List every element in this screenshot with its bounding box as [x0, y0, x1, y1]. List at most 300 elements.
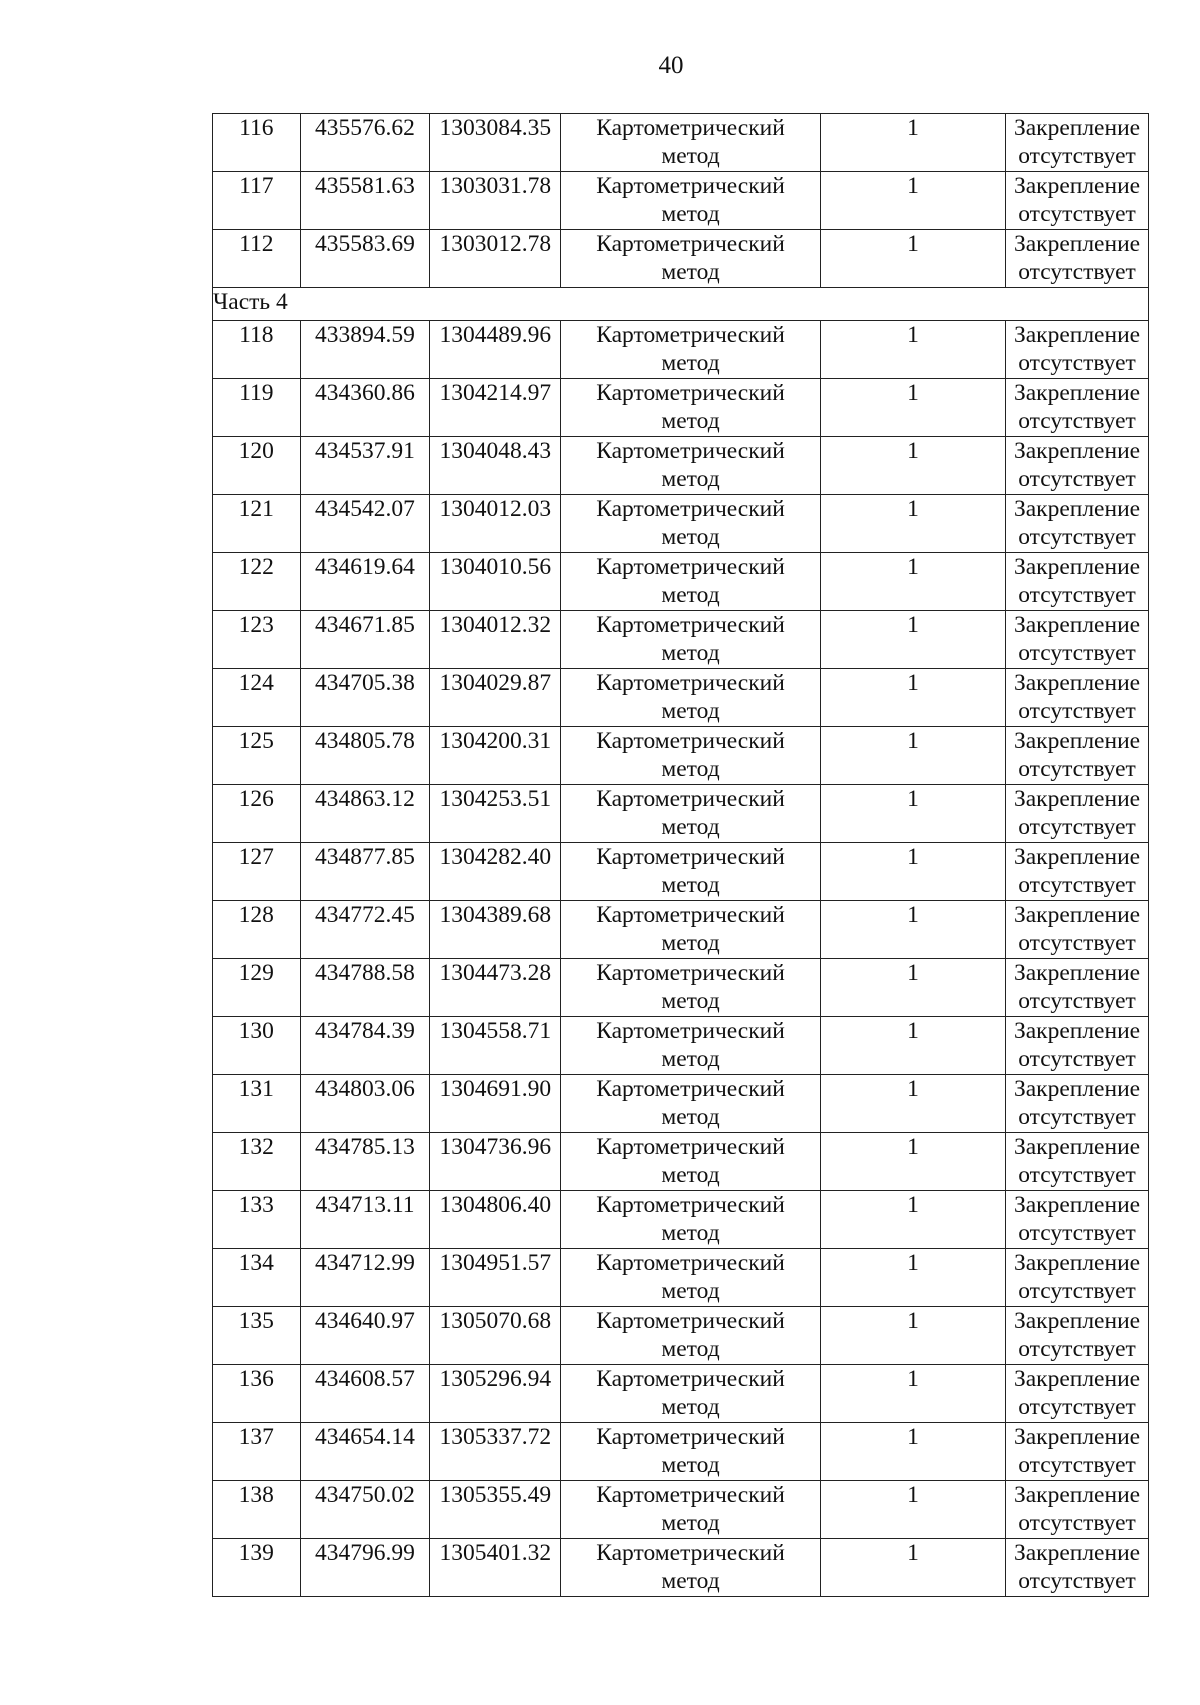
- accuracy-cell-text: 1: [907, 380, 919, 406]
- accuracy-cell: [820, 959, 1005, 1017]
- table-row: [213, 901, 1149, 959]
- method-cell-text: метод: [661, 143, 720, 169]
- point-number-cell: [213, 172, 301, 230]
- method-cell-text: Картометрический: [596, 496, 785, 522]
- table-row: [213, 114, 1149, 172]
- method-cell-text: метод: [661, 756, 720, 782]
- x-coordinate-cell: [300, 1249, 430, 1307]
- fixing-cell-text: Закрепление: [1013, 1540, 1141, 1566]
- accuracy-cell-text: 1: [907, 1424, 919, 1450]
- x-coordinate-cell: [300, 785, 430, 843]
- accuracy-cell: [820, 843, 1005, 901]
- y-coordinate-cell: [430, 172, 561, 230]
- accuracy-cell: [820, 553, 1005, 611]
- x-coordinate-cell-text: 434537.91: [315, 438, 415, 464]
- x-coordinate-cell: [300, 1133, 430, 1191]
- point-number-cell: [213, 1017, 301, 1075]
- method-cell-text: метод: [661, 524, 720, 550]
- fixing-cell-text: отсутствует: [1018, 640, 1136, 666]
- method-cell-text: Картометрический: [596, 1192, 785, 1218]
- fixing-cell-text: Закрепление: [1013, 1482, 1141, 1508]
- method-cell-text: метод: [661, 1220, 720, 1246]
- fixing-cell-text: отсутствует: [1018, 1278, 1136, 1304]
- fixing-cell-text: Закрепление: [1013, 728, 1141, 754]
- x-coordinate-cell-text: 434712.99: [315, 1250, 415, 1276]
- fixing-cell-text: отсутствует: [1018, 814, 1136, 840]
- fixing-cell-text: Закрепление: [1013, 1424, 1141, 1450]
- accuracy-cell: [820, 785, 1005, 843]
- method-cell-text: метод: [661, 930, 720, 956]
- point-number-cell-text: 126: [238, 786, 274, 812]
- x-coordinate-cell: [300, 1017, 430, 1075]
- method-cell-text: метод: [661, 408, 720, 434]
- fixing-cell-text: отсутствует: [1018, 1162, 1136, 1188]
- x-coordinate-cell: [300, 230, 430, 288]
- part-row-group: [213, 288, 1149, 321]
- accuracy-cell-text: 1: [907, 844, 919, 870]
- y-coordinate-cell-text: 1305337.72: [439, 1424, 552, 1450]
- fixing-cell: [1006, 611, 1149, 669]
- fixing-cell: [1006, 1133, 1149, 1191]
- fixing-cell-text: отсутствует: [1018, 408, 1136, 434]
- point-number-cell: [213, 1249, 301, 1307]
- fixing-cell-text: отсутствует: [1018, 466, 1136, 492]
- y-coordinate-cell: [430, 1481, 561, 1539]
- method-cell-text: метод: [661, 466, 720, 492]
- fixing-cell-text: Закрепление: [1013, 231, 1141, 257]
- fixing-cell: [1006, 785, 1149, 843]
- x-coordinate-cell: [300, 959, 430, 1017]
- method-cell: [561, 172, 821, 230]
- table-row: [213, 230, 1149, 288]
- method-cell: [561, 669, 821, 727]
- method-cell-text: Картометрический: [596, 380, 785, 406]
- point-number-cell: [213, 785, 301, 843]
- x-coordinate-cell-text: 434877.85: [315, 844, 415, 870]
- method-cell-text: метод: [661, 1278, 720, 1304]
- fixing-cell: [1006, 1017, 1149, 1075]
- table-row: [213, 321, 1149, 379]
- method-cell-text: Картометрический: [596, 438, 785, 464]
- accuracy-cell-text: 1: [907, 960, 919, 986]
- x-coordinate-cell: [300, 495, 430, 553]
- accuracy-cell-text: 1: [907, 1018, 919, 1044]
- fixing-cell-text: отсутствует: [1018, 1336, 1136, 1362]
- point-number-cell: [213, 230, 301, 288]
- fixing-cell: [1006, 1365, 1149, 1423]
- point-number-cell-text: 130: [238, 1018, 274, 1044]
- point-number-cell: [213, 1307, 301, 1365]
- point-number-cell: [213, 1075, 301, 1133]
- accuracy-cell-text: 1: [907, 1540, 919, 1566]
- point-number-cell: [213, 1423, 301, 1481]
- accuracy-cell-text: 1: [907, 1076, 919, 1102]
- accuracy-cell-text: 1: [907, 554, 919, 580]
- fixing-cell-text: Закрепление: [1013, 496, 1141, 522]
- x-coordinate-cell: [300, 1423, 430, 1481]
- method-cell-text: Картометрический: [596, 844, 785, 870]
- x-coordinate-cell: [300, 727, 430, 785]
- accuracy-cell: [820, 727, 1005, 785]
- fixing-cell-text: Закрепление: [1013, 670, 1141, 696]
- x-coordinate-cell: [300, 611, 430, 669]
- y-coordinate-cell: [430, 1191, 561, 1249]
- fixing-cell: [1006, 495, 1149, 553]
- y-coordinate-cell-text: 1304012.03: [439, 496, 552, 522]
- x-coordinate-cell-text: 434750.02: [315, 1482, 415, 1508]
- table-row: [213, 727, 1149, 785]
- fixing-cell: [1006, 321, 1149, 379]
- method-cell: [561, 1075, 821, 1133]
- y-coordinate-cell-text: 1304012.32: [439, 612, 552, 638]
- table-row: [213, 959, 1149, 1017]
- point-number-cell: [213, 843, 301, 901]
- table-row: [213, 437, 1149, 495]
- method-cell-text: Картометрический: [596, 1482, 785, 1508]
- method-cell-text: метод: [661, 1452, 720, 1478]
- fixing-cell-text: Закрепление: [1013, 1018, 1141, 1044]
- page-number: 40: [658, 52, 684, 79]
- y-coordinate-cell: [430, 437, 561, 495]
- point-number-cell-text: 120: [238, 438, 274, 464]
- method-cell: [561, 495, 821, 553]
- fixing-cell-text: отсутствует: [1018, 350, 1136, 376]
- method-cell-text: метод: [661, 1104, 720, 1130]
- point-number-cell-text: 121: [238, 496, 274, 522]
- x-coordinate-cell-text: 434785.13: [315, 1134, 415, 1160]
- point-number-cell-text: 119: [239, 380, 274, 406]
- fixing-cell-text: отсутствует: [1018, 756, 1136, 782]
- method-cell: [561, 843, 821, 901]
- x-coordinate-cell: [300, 901, 430, 959]
- method-cell: [561, 901, 821, 959]
- method-cell-text: Картометрический: [596, 1308, 785, 1334]
- table-row: [213, 379, 1149, 437]
- accuracy-cell: [820, 1017, 1005, 1075]
- fixing-cell: [1006, 669, 1149, 727]
- method-cell: [561, 1133, 821, 1191]
- point-number-cell: [213, 437, 301, 495]
- accuracy-cell-text: 1: [907, 231, 919, 257]
- y-coordinate-cell-text: 1304010.56: [439, 554, 552, 580]
- x-coordinate-cell-text: 434640.97: [315, 1308, 415, 1334]
- y-coordinate-cell-text: 1303031.78: [439, 173, 552, 199]
- x-coordinate-cell-text: 434705.38: [315, 670, 415, 696]
- y-coordinate-cell-text: 1304558.71: [439, 1018, 552, 1044]
- x-coordinate-cell: [300, 1481, 430, 1539]
- y-coordinate-cell-text: 1304200.31: [439, 728, 552, 754]
- y-coordinate-cell: [430, 1423, 561, 1481]
- x-coordinate-cell-text: 434805.78: [315, 728, 415, 754]
- y-coordinate-cell: [430, 321, 561, 379]
- y-coordinate-cell-text: 1304806.40: [439, 1192, 552, 1218]
- accuracy-cell: [820, 114, 1005, 172]
- accuracy-cell-text: 1: [907, 322, 919, 348]
- x-coordinate-cell-text: 434360.86: [315, 380, 415, 406]
- method-cell: [561, 437, 821, 495]
- table-row: [213, 1539, 1149, 1597]
- fixing-cell: [1006, 727, 1149, 785]
- point-number-cell-text: 127: [238, 844, 274, 870]
- y-coordinate-cell-text: 1304951.57: [439, 1250, 552, 1276]
- table-row: [213, 1133, 1149, 1191]
- accuracy-cell: [820, 1075, 1005, 1133]
- x-coordinate-cell: [300, 553, 430, 611]
- accuracy-cell: [820, 379, 1005, 437]
- fixing-cell-text: отсутствует: [1018, 143, 1136, 169]
- accuracy-cell: [820, 1133, 1005, 1191]
- method-cell: [561, 1017, 821, 1075]
- point-number-cell: [213, 959, 301, 1017]
- accuracy-cell: [820, 321, 1005, 379]
- y-coordinate-cell-text: 1305401.32: [439, 1540, 552, 1566]
- method-cell-text: Картометрический: [596, 960, 785, 986]
- x-coordinate-cell-text: 434671.85: [315, 612, 415, 638]
- fixing-cell-text: Закрепление: [1013, 173, 1141, 199]
- method-cell-text: Картометрический: [596, 231, 785, 257]
- fixing-cell-text: Закрепление: [1013, 1366, 1141, 1392]
- fixing-cell-text: Закрепление: [1013, 438, 1141, 464]
- y-coordinate-cell: [430, 1539, 561, 1597]
- x-coordinate-cell: [300, 1191, 430, 1249]
- method-cell-text: метод: [661, 1162, 720, 1188]
- y-coordinate-cell-text: 1304282.40: [439, 844, 552, 870]
- point-number-cell-text: 131: [238, 1076, 274, 1102]
- fixing-cell-text: отсутствует: [1018, 1452, 1136, 1478]
- fixing-cell-text: отсутствует: [1018, 988, 1136, 1014]
- y-coordinate-cell: [430, 959, 561, 1017]
- method-cell-text: Картометрический: [596, 1018, 785, 1044]
- method-cell: [561, 727, 821, 785]
- x-coordinate-cell-text: 433894.59: [315, 322, 415, 348]
- method-cell-text: метод: [661, 1510, 720, 1536]
- table-row: [213, 611, 1149, 669]
- point-number-cell-text: 134: [238, 1250, 274, 1276]
- point-number-cell-text: 136: [238, 1366, 274, 1392]
- table-row: [213, 1075, 1149, 1133]
- x-coordinate-cell-text: 434654.14: [315, 1424, 415, 1450]
- fixing-cell: [1006, 172, 1149, 230]
- y-coordinate-cell-text: 1304691.90: [439, 1076, 552, 1102]
- x-coordinate-cell: [300, 1365, 430, 1423]
- accuracy-cell: [820, 1539, 1005, 1597]
- y-coordinate-cell-text: 1304048.43: [439, 438, 552, 464]
- y-coordinate-cell: [430, 785, 561, 843]
- accuracy-cell: [820, 1481, 1005, 1539]
- y-coordinate-cell: [430, 553, 561, 611]
- fixing-cell-text: Закрепление: [1013, 902, 1141, 928]
- accuracy-cell-text: 1: [907, 670, 919, 696]
- point-number-cell: [213, 1539, 301, 1597]
- x-coordinate-cell: [300, 114, 430, 172]
- method-cell: [561, 785, 821, 843]
- fixing-cell-text: Закрепление: [1013, 322, 1141, 348]
- fixing-cell-text: отсутствует: [1018, 872, 1136, 898]
- accuracy-cell: [820, 1423, 1005, 1481]
- fixing-cell-text: Закрепление: [1013, 380, 1141, 406]
- x-coordinate-cell: [300, 1075, 430, 1133]
- fixing-cell-text: отсутствует: [1018, 1046, 1136, 1072]
- y-coordinate-cell-text: 1303084.35: [439, 115, 552, 141]
- fixing-cell-text: отсутствует: [1018, 930, 1136, 956]
- fixing-cell-text: отсутствует: [1018, 259, 1136, 285]
- y-coordinate-cell: [430, 1249, 561, 1307]
- accuracy-cell-text: 1: [907, 496, 919, 522]
- table-row: [213, 553, 1149, 611]
- method-cell-text: Картометрический: [596, 554, 785, 580]
- fixing-cell-text: Закрепление: [1013, 960, 1141, 986]
- point-number-cell: [213, 727, 301, 785]
- method-cell-text: метод: [661, 988, 720, 1014]
- accuracy-cell: [820, 901, 1005, 959]
- y-coordinate-cell-text: 1304253.51: [439, 786, 552, 812]
- point-number-cell: [213, 1365, 301, 1423]
- point-number-cell: [213, 611, 301, 669]
- x-coordinate-cell: [300, 379, 430, 437]
- fixing-cell: [1006, 1075, 1149, 1133]
- fixing-cell: [1006, 1307, 1149, 1365]
- accuracy-cell-text: 1: [907, 115, 919, 141]
- table-body-after: [213, 321, 1149, 1597]
- x-coordinate-cell-text: 434542.07: [315, 496, 415, 522]
- part-label: Часть 4: [213, 288, 1149, 321]
- fixing-cell-text: отсутствует: [1018, 1568, 1136, 1594]
- fixing-cell: [1006, 959, 1149, 1017]
- method-cell-text: метод: [661, 1336, 720, 1362]
- x-coordinate-cell-text: 435581.63: [315, 173, 415, 199]
- y-coordinate-cell-text: 1304473.28: [439, 960, 552, 986]
- y-coordinate-cell-text: 1304029.87: [439, 670, 552, 696]
- accuracy-cell: [820, 230, 1005, 288]
- point-number-cell-text: 112: [239, 231, 274, 257]
- fixing-cell-text: отсутствует: [1018, 524, 1136, 550]
- point-number-cell-text: 133: [238, 1192, 274, 1218]
- y-coordinate-cell: [430, 114, 561, 172]
- method-cell-text: Картометрический: [596, 1076, 785, 1102]
- table-row: [213, 1423, 1149, 1481]
- method-cell-text: Картометрический: [596, 786, 785, 812]
- point-number-cell: [213, 553, 301, 611]
- accuracy-cell-text: 1: [907, 173, 919, 199]
- table-row: [213, 495, 1149, 553]
- method-cell-text: Картометрический: [596, 612, 785, 638]
- method-cell: [561, 1191, 821, 1249]
- x-coordinate-cell-text: 434796.99: [315, 1540, 415, 1566]
- x-coordinate-cell: [300, 843, 430, 901]
- table-row: [213, 1017, 1149, 1075]
- accuracy-cell-text: 1: [907, 1482, 919, 1508]
- fixing-cell: [1006, 1423, 1149, 1481]
- method-cell: [561, 379, 821, 437]
- table-row: [213, 785, 1149, 843]
- fixing-cell: [1006, 1481, 1149, 1539]
- part-header-row: [213, 288, 1149, 321]
- y-coordinate-cell: [430, 611, 561, 669]
- accuracy-cell-text: 1: [907, 1134, 919, 1160]
- fixing-cell: [1006, 379, 1149, 437]
- y-coordinate-cell: [430, 495, 561, 553]
- fixing-cell-text: Закрепление: [1013, 612, 1141, 638]
- fixing-cell-text: Закрепление: [1013, 1308, 1141, 1334]
- method-cell-text: метод: [661, 814, 720, 840]
- fixing-cell: [1006, 230, 1149, 288]
- table-row: [213, 1307, 1149, 1365]
- method-cell: [561, 321, 821, 379]
- y-coordinate-cell: [430, 1075, 561, 1133]
- point-number-cell: [213, 495, 301, 553]
- point-number-cell-text: 137: [238, 1424, 274, 1450]
- method-cell-text: Картометрический: [596, 1134, 785, 1160]
- method-cell: [561, 114, 821, 172]
- y-coordinate-cell: [430, 843, 561, 901]
- point-number-cell-text: 118: [239, 322, 274, 348]
- y-coordinate-cell: [430, 1365, 561, 1423]
- x-coordinate-cell: [300, 172, 430, 230]
- fixing-cell-text: отсутствует: [1018, 201, 1136, 227]
- table-row: [213, 1481, 1149, 1539]
- x-coordinate-cell-text: 435576.62: [315, 115, 415, 141]
- y-coordinate-cell: [430, 901, 561, 959]
- table-row: [213, 1191, 1149, 1249]
- method-cell-text: метод: [661, 640, 720, 666]
- fixing-cell-text: Закрепление: [1013, 115, 1141, 141]
- method-cell: [561, 1365, 821, 1423]
- point-number-cell-text: 122: [238, 554, 274, 580]
- fixing-cell: [1006, 553, 1149, 611]
- point-number-cell-text: 125: [238, 728, 274, 754]
- point-number-cell: [213, 669, 301, 727]
- x-coordinate-cell: [300, 1539, 430, 1597]
- method-cell: [561, 1307, 821, 1365]
- point-number-cell: [213, 114, 301, 172]
- point-number-cell: [213, 379, 301, 437]
- x-coordinate-cell-text: 434803.06: [315, 1076, 415, 1102]
- point-number-cell-text: 138: [238, 1482, 274, 1508]
- y-coordinate-cell: [430, 669, 561, 727]
- y-coordinate-cell-text: 1305296.94: [439, 1366, 552, 1392]
- accuracy-cell-text: 1: [907, 1308, 919, 1334]
- method-cell-text: Картометрический: [596, 1424, 785, 1450]
- method-cell-text: Картометрический: [596, 902, 785, 928]
- x-coordinate-cell-text: 434772.45: [315, 902, 415, 928]
- x-coordinate-cell-text: 434788.58: [315, 960, 415, 986]
- method-cell-text: метод: [661, 582, 720, 608]
- fixing-cell-text: Закрепление: [1013, 1192, 1141, 1218]
- method-cell-text: Картометрический: [596, 1366, 785, 1392]
- method-cell: [561, 959, 821, 1017]
- method-cell: [561, 611, 821, 669]
- table-body-before: [213, 114, 1149, 288]
- fixing-cell-text: отсутствует: [1018, 698, 1136, 724]
- x-coordinate-cell-text: 434863.12: [315, 786, 415, 812]
- fixing-cell: [1006, 901, 1149, 959]
- coordinates-table: [212, 113, 1149, 1597]
- method-cell-text: Картометрический: [596, 1540, 785, 1566]
- table-row: [213, 1365, 1149, 1423]
- method-cell-text: Картометрический: [596, 173, 785, 199]
- method-cell: [561, 553, 821, 611]
- y-coordinate-cell-text: 1305070.68: [439, 1308, 552, 1334]
- point-number-cell-text: 128: [238, 902, 274, 928]
- method-cell-text: метод: [661, 201, 720, 227]
- fixing-cell-text: отсутствует: [1018, 1394, 1136, 1420]
- x-coordinate-cell-text: 435583.69: [315, 231, 415, 257]
- y-coordinate-cell-text: 1304389.68: [439, 902, 552, 928]
- fixing-cell: [1006, 843, 1149, 901]
- method-cell-text: Картометрический: [596, 728, 785, 754]
- y-coordinate-cell: [430, 1307, 561, 1365]
- accuracy-cell-text: 1: [907, 786, 919, 812]
